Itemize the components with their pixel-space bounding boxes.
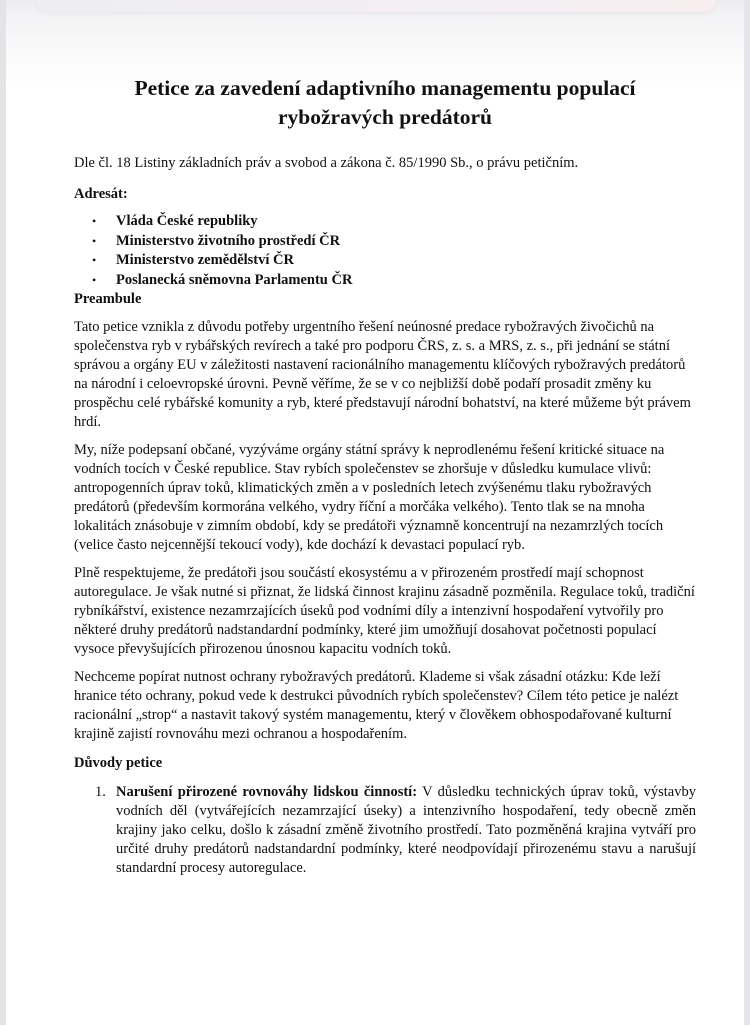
preamble-paragraph: Tato petice vznikla z důvodu potřeby urgentního řešení neúnosné predace rybožravých živočichů na společenstva ryb v rybářských revírech a také pro podporu ČRS, z. s. a MRS, z. s., při jednání se státní správou a orgány EU v záležitosti nastavení racionálního managementu klíčových rybožravých predátorů na národní i celoevropské úrovni. Pevně věříme, že se v co nejbližší době podaří prosadit změny ku prospěchu celé rybářské komunity a ryb, které představují národní bohatství, na které můžeme být právem hrdí. xyxy=(74,319,691,430)
document-title: Petice za zavedení adaptivního managementu populací rybožravých predátorů xyxy=(134,76,636,129)
addressee-item xyxy=(74,212,696,232)
reasons-list xyxy=(74,783,696,878)
preamble-paragraph: Nechceme popírat nutnost ochrany rybožravých predátorů. Klademe si však zásadní otázku: Kde leží hranice této ochrany, pokud vede k destrukci původních rybích společenstev? Cílem této petice je nalézt racionální „strop“ a nastavit takový systém managementu, který v člověkem obhospodařované kulturní krajině zajistí rovnováhu mezi ochranou a hospodařením. xyxy=(74,669,679,742)
preamble-heading: Preambule xyxy=(74,291,142,307)
addressee-label: Vláda České republiky xyxy=(116,213,258,229)
reason-number: 1. xyxy=(95,784,106,800)
preamble-paragraph: My, níže podepsaní občané, vyzýváme orgány státní správy k neprodlenému řešení kritické situace na vodních tocích v České republice. Stav rybích společenstev se zhoršuje v důsledku kumulace vlivů: antropogenních úprav toků, klimatických změn a v posledních letech zvýšenému tlaku rybožravých predátorů (především kormorána velkého, vydry říční a morčáka velkého). Tento tlak se na mnoha lokalitách znásobuje v zimním období, kdy se predátoři významně koncentrují na nezamrzlých tocích (velice často nejcennější tekoucí vody), kde dochází k devastaci populací ryb. xyxy=(74,442,665,553)
addressee-item xyxy=(74,271,696,291)
addressee-label: Ministerstvo zemědělství ČR xyxy=(116,252,294,268)
addressee-label: Poslanecká sněmovna Parlamentu ČR xyxy=(116,271,353,288)
addressee-list xyxy=(74,212,696,290)
top-toolbar-edge xyxy=(36,0,716,12)
reason-item xyxy=(74,783,696,878)
addressee-item xyxy=(74,251,696,271)
reason-text: V důsledku technických úprav toků, výstavby vodních děl (vytvářejících nezamrzající úseky) a intenzivního hospodaření, tedy obecně změn krajiny jako celku, došlo k zásadní změně životního prostředí. Tato pozměněná krajina vytváří pro určité druhy predátorů nadstandardní podmínky, které neodpovídají přirozenému stavu a narušují standardní procesy autoregulace. xyxy=(116,784,696,876)
bullet-icon: • xyxy=(92,272,97,287)
bullet-icon: • xyxy=(92,253,97,267)
bullet-icon: • xyxy=(92,233,97,248)
addressee-label: Ministerstvo životního prostředí ČR xyxy=(116,232,341,249)
preamble-paragraph: Plně respektujeme, že predátoři jsou součástí ekosystému a v přirozeném prostředí mají schopnost autoregulace. Je však nutné si přiznat, že lidská činnost krajinu zásadně pozměnila. Regulace toků, tradiční rybníkářství, existence nezamrzajících úseků pod vodními díly a intenzivní hospodaření vytvořily pro některé druhy predátorů nadstandardní podmínky, které jim umožňují dosahovat početnosti populací vysoce převyšujících přirozenou únosnou kapacitu vodních toků. xyxy=(74,565,695,657)
addressee-heading: Adresát: xyxy=(74,186,128,202)
document-content xyxy=(74,74,696,878)
reasons-heading: Důvody petice xyxy=(74,755,163,771)
bullet-icon: • xyxy=(92,214,97,228)
reason-lead: Narušení přirozené rovnováhy lidskou činností: xyxy=(116,784,418,800)
addressee-item xyxy=(74,232,696,252)
legal-basis: Dle čl. 18 Listiny základních práv a svobod a zákona č. 85/1990 Sb., o právu petičním. xyxy=(74,155,579,171)
